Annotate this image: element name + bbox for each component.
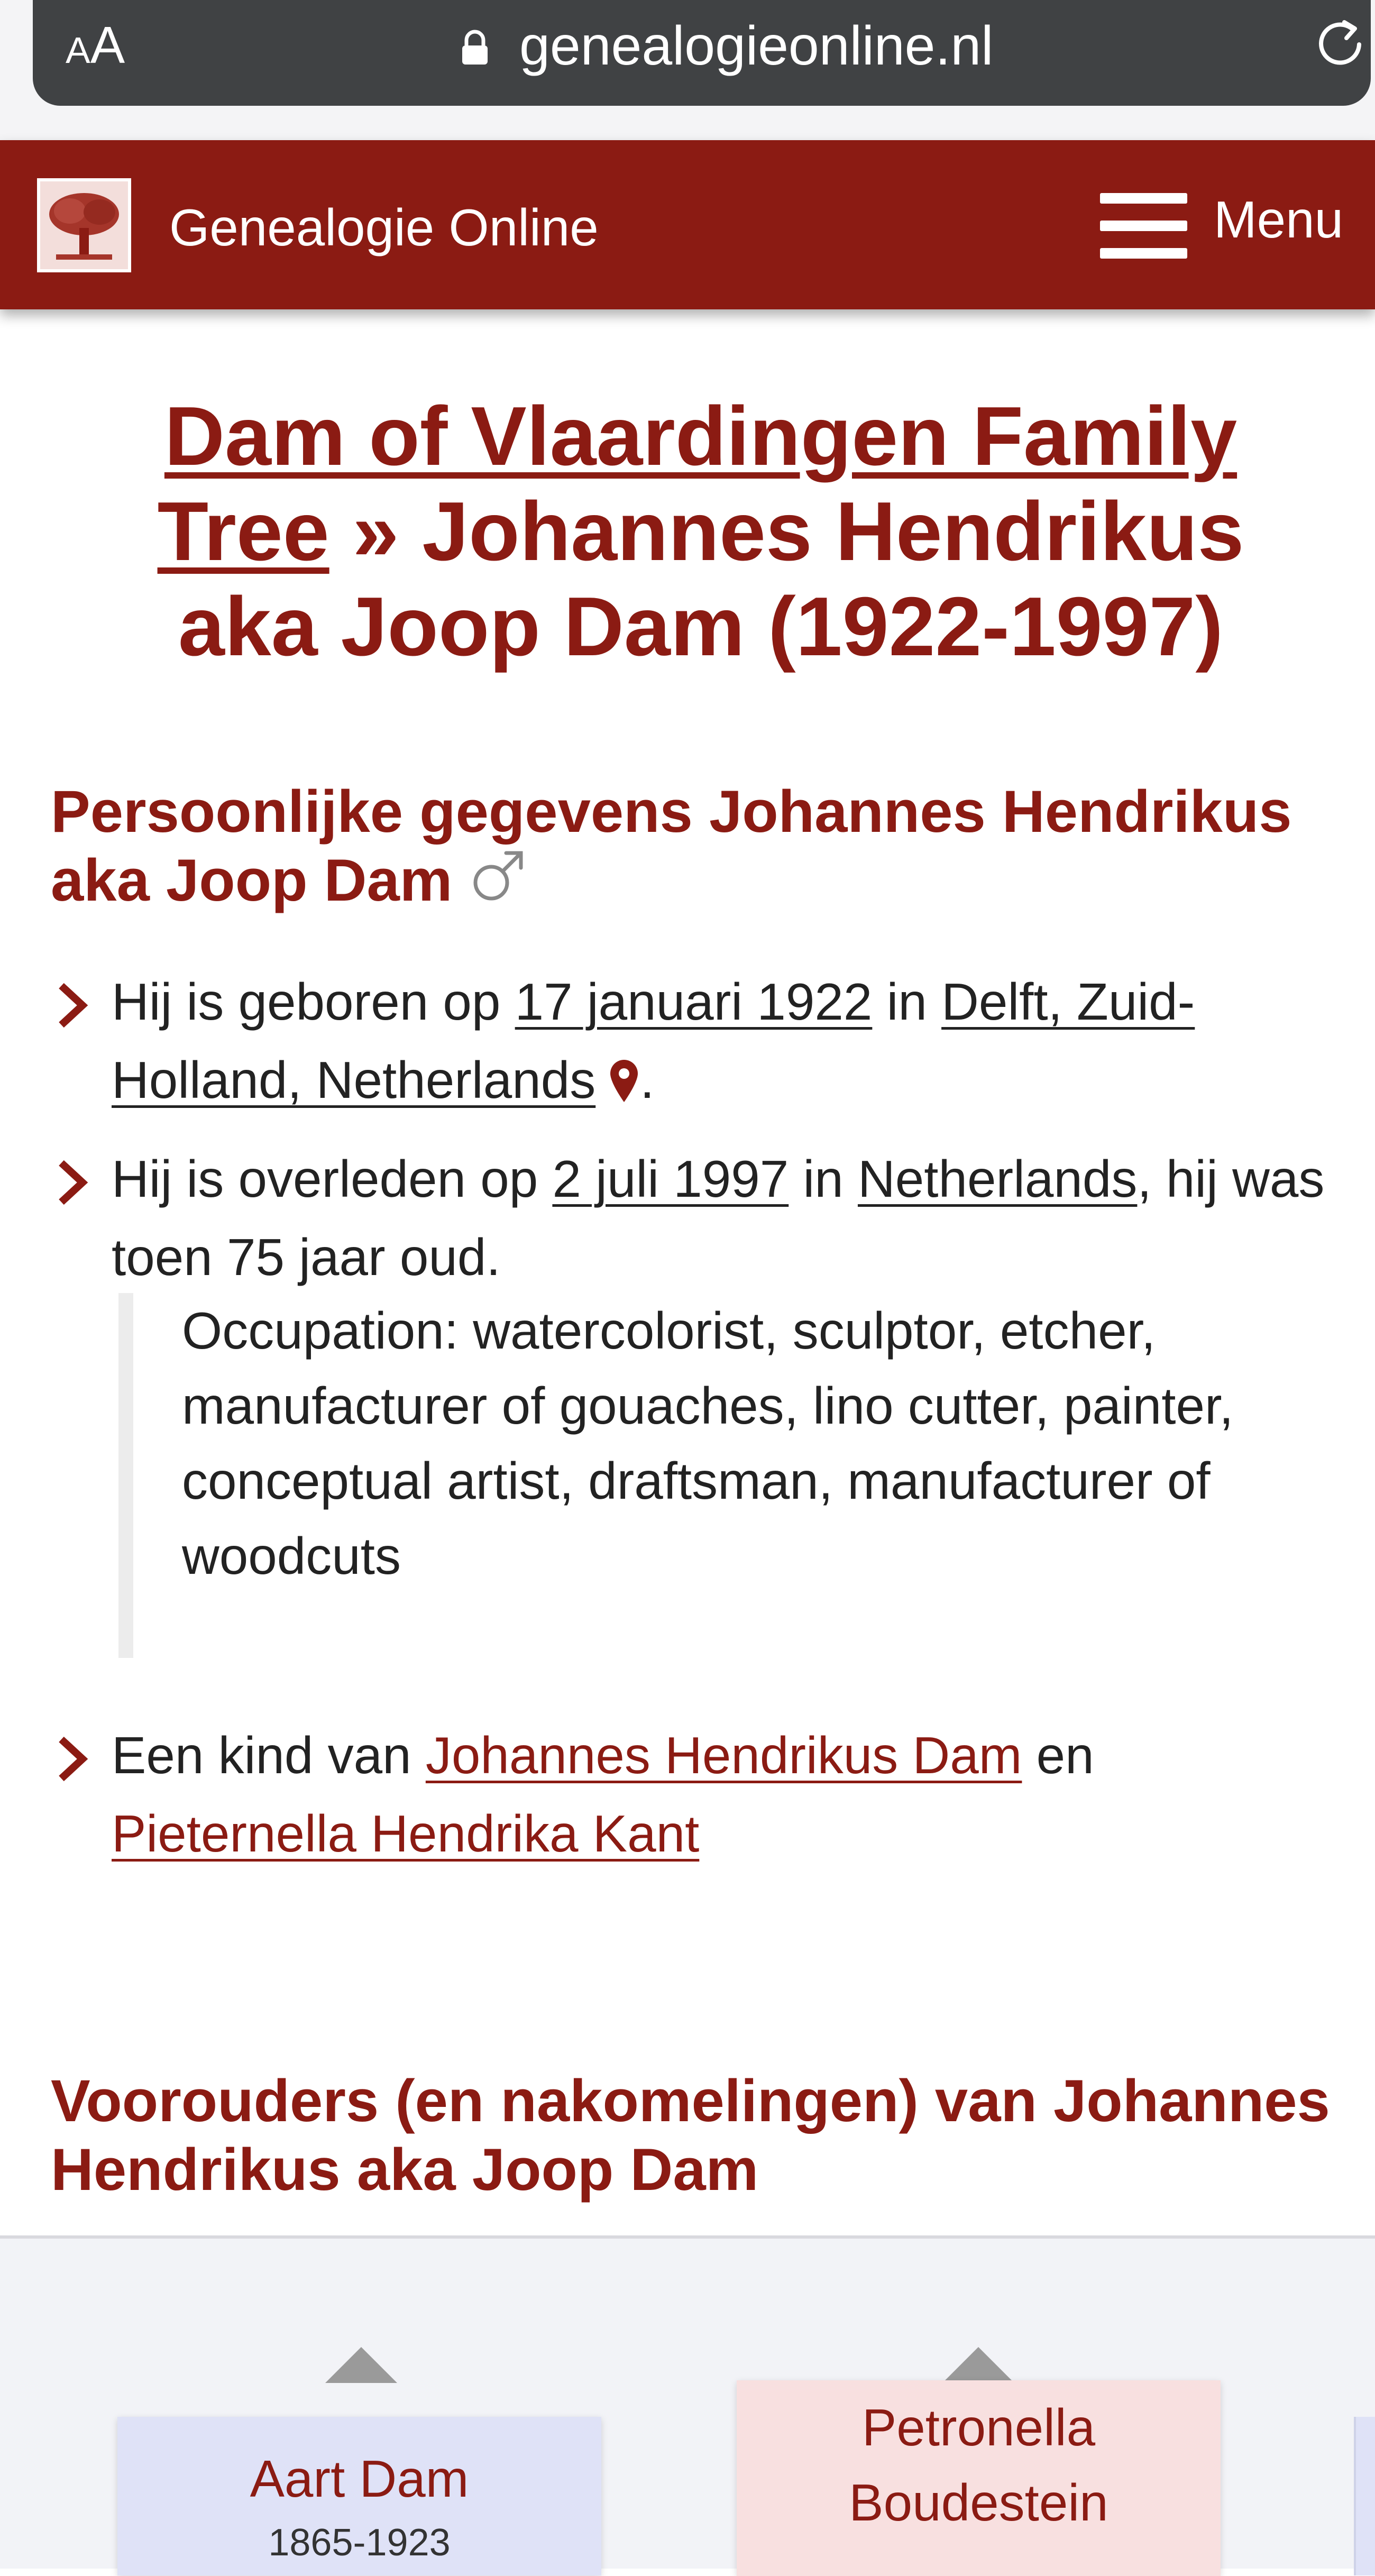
chevron-right-icon [56, 982, 89, 1029]
male-symbol-icon [469, 848, 526, 905]
menu-button[interactable]: Menu [1214, 190, 1344, 249]
father-link[interactable]: Johannes Hendrikus Dam [425, 1726, 1022, 1784]
death-place-link[interactable]: Netherlands [857, 1150, 1138, 1208]
up-arrow-icon[interactable] [942, 2347, 1014, 2383]
reload-icon[interactable] [1313, 17, 1371, 75]
site-brand[interactable]: Genealogie Online [169, 198, 599, 256]
title-separator: » [329, 485, 423, 578]
occupation-text: Occupation: watercolorist, sculptor, etcher, manufacturer of gouaches, lino cutter, painter, conceptual artist, draftsman, manufacturer of woodcuts [182, 1301, 1234, 1585]
site-header [0, 140, 1375, 309]
chevron-right-icon [56, 1735, 89, 1783]
family-tree-link[interactable]: Dam of Vlaardingen Family Tree [157, 390, 1238, 578]
browser-chrome [0, 0, 1375, 140]
lock-icon [460, 30, 490, 66]
person-title: Johannes Hendrikus aka Joop Dam (1922-1997) [178, 485, 1244, 673]
text-size-button[interactable]: AA [66, 16, 125, 74]
ancestors-heading: Voorouders (en nakomelingen) van Johannes Hendrikus aka Joop Dam [51, 2068, 1330, 2203]
death-fact: Hij is overleden op 2 juli 1997 in Netherlands, hij was toen 75 jaar oud. [51, 1140, 1341, 1296]
ancestor-card-mother[interactable]: Petronella Boudestein [737, 2380, 1221, 2576]
chevron-right-icon [56, 1159, 89, 1206]
birth-date-link[interactable]: 17 januari 1922 [515, 973, 873, 1031]
personal-details-heading: Persoonlijke gegevens Johannes Hendrikus aka Joop Dam [51, 778, 1292, 913]
death-date-link[interactable]: 2 juli 1997 [552, 1150, 789, 1208]
occupation-quote [118, 1293, 1335, 1658]
ancestor-tree-panel[interactable] [0, 2235, 1375, 2569]
address-bar[interactable] [33, 0, 1371, 106]
tree-logo-icon[interactable] [37, 178, 131, 272]
mother-link[interactable]: Pieternella Hendrika Kant [112, 1804, 700, 1863]
ancestor-card-father[interactable]: Aart Dam 1865-1923 [117, 2417, 601, 2575]
page-title [79, 389, 1322, 674]
map-pin-icon[interactable] [608, 1059, 640, 1103]
up-arrow-icon[interactable] [325, 2347, 397, 2383]
birth-fact: Hij is geboren op 17 januari 1922 in Delft, Zuid-Holland, Netherlands . [51, 962, 1341, 1119]
hamburger-menu-icon[interactable] [1100, 193, 1187, 259]
ancestor-card-partial[interactable] [1354, 2417, 1375, 2575]
birth-place-link[interactable]: Delft, Zuid-Holland, Netherlands [112, 973, 1195, 1109]
url-text[interactable]: genealogieonline.nl [519, 15, 994, 77]
parents-fact: Een kind van Johannes Hendrikus Dam en Pieternella Hendrika Kant [51, 1716, 1341, 1873]
